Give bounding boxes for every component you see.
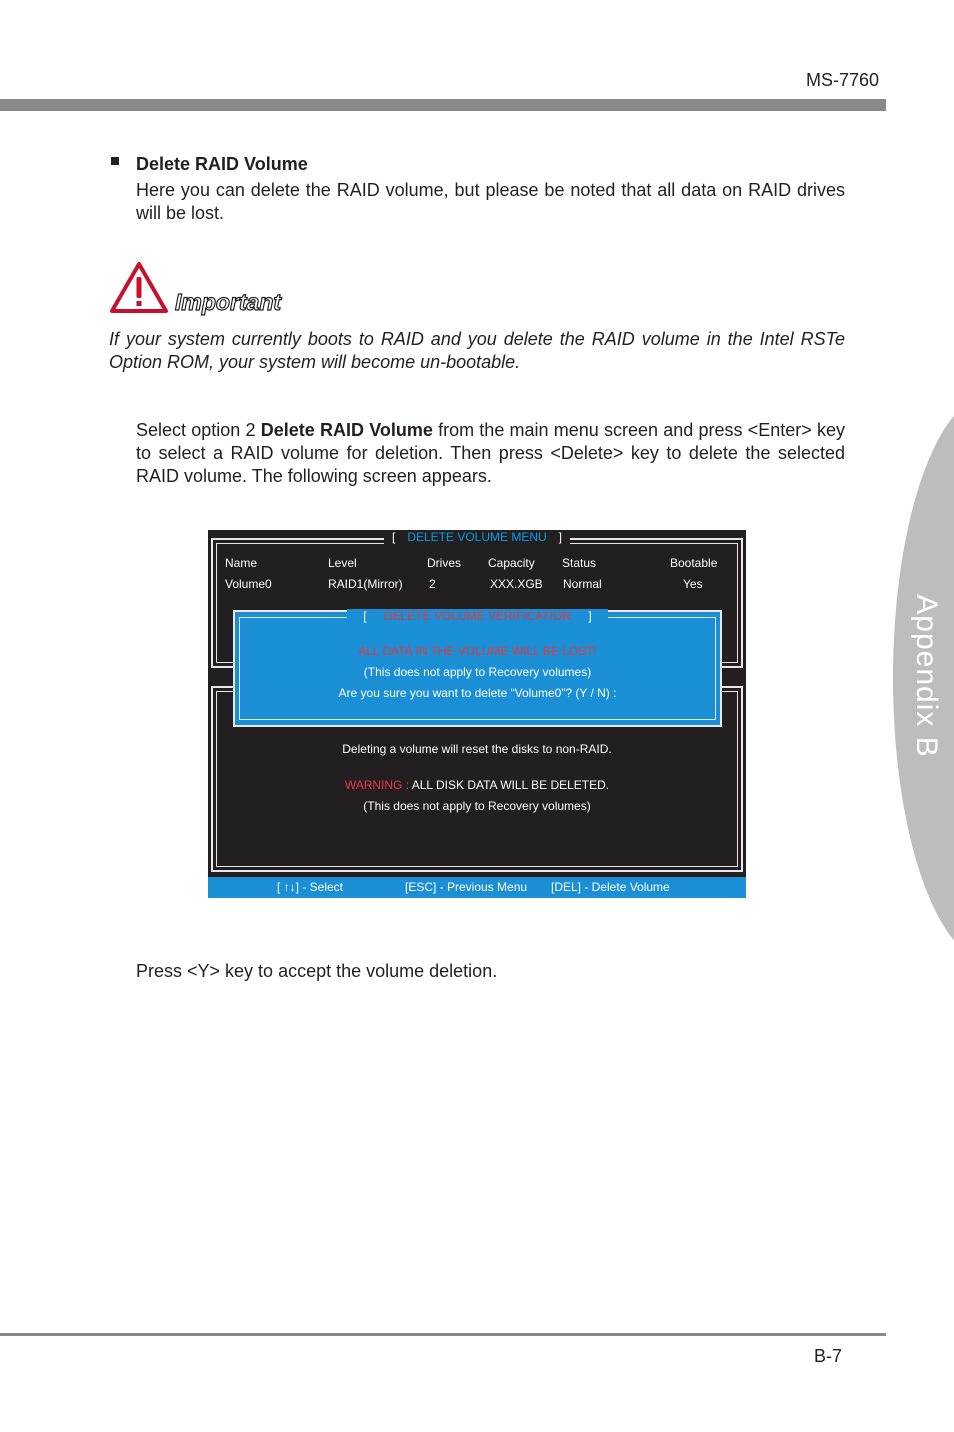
col-header-capacity: Capacity	[488, 556, 535, 570]
section-title: Delete RAID Volume	[136, 154, 308, 174]
col-header-bootable: Bootable	[670, 556, 718, 570]
warning-line: WARNING : ALL DISK DATA WILL BE DELETED.	[344, 778, 610, 792]
bios-title: [ DELETE VOLUME MENU ]	[208, 530, 746, 544]
section-description: Here you can delete the RAID volume, but please be noted that all data on RAID drives will be lost.	[136, 180, 845, 223]
footer-esc-hint: [ESC] - Previous Menu	[405, 880, 528, 894]
dialog-confirm-prompt[interactable]: Are you sure you want to delete “Volume0”? (Y / N) :	[338, 686, 617, 700]
volume-level: RAID1(Mirror)	[328, 577, 403, 591]
appendix-tab-label: Appendix B	[910, 594, 943, 758]
warning-icon	[109, 261, 169, 315]
reset-notice: Deleting a volume will reset the disks to non-RAID.	[342, 742, 612, 756]
col-header-name: Name	[225, 556, 258, 570]
volume-bootable: Yes	[683, 577, 703, 591]
recovery-note: (This does not apply to Recovery volumes)	[363, 799, 591, 813]
col-header-drives: Drives	[427, 556, 462, 570]
volume-capacity: XXX.XGB	[490, 577, 543, 591]
square-bullet-icon	[111, 157, 119, 165]
important-note: If your system currently boots to RAID and you delete the RAID volume in the Intel RSTe Option ROM, your system will become un-bootable.	[109, 329, 845, 372]
important-heading: Important	[175, 289, 282, 315]
col-header-level: Level	[328, 556, 357, 570]
dialog-warning-line: ALL DATA IN THE VOLUME WILL BE LOST!	[358, 644, 597, 658]
volume-status: Normal	[563, 577, 602, 591]
model-number: MS-7760	[806, 70, 880, 90]
footer-select-hint: [ ↑↓] - Select	[277, 880, 344, 894]
volume-drives: 2	[429, 577, 436, 591]
page-number: B-7	[814, 1346, 843, 1366]
footer-delete-hint: [DEL] - Delete Volume	[551, 880, 670, 894]
footer-rule	[0, 1333, 886, 1336]
col-header-status: Status	[562, 556, 597, 570]
header-rule	[0, 99, 886, 111]
instruction-paragraph: Select option 2 Delete RAID Volume from the main menu screen and press <Enter> key to select a RAID volume for deletion. Then press <Delete> key to delete the selected RAID volume. The following screen appears.	[136, 420, 846, 486]
instruction-bold-term: Delete RAID Volume	[260, 420, 433, 440]
volume-name[interactable]: Volume0	[225, 577, 272, 591]
dialog-title: [ DELETE VOLUME VERIFICATION ]	[233, 609, 722, 623]
dialog-note-line: (This does not apply to Recovery volumes)	[363, 665, 592, 679]
closing-instruction: Press <Y> key to accept the volume deletion.	[136, 961, 498, 981]
